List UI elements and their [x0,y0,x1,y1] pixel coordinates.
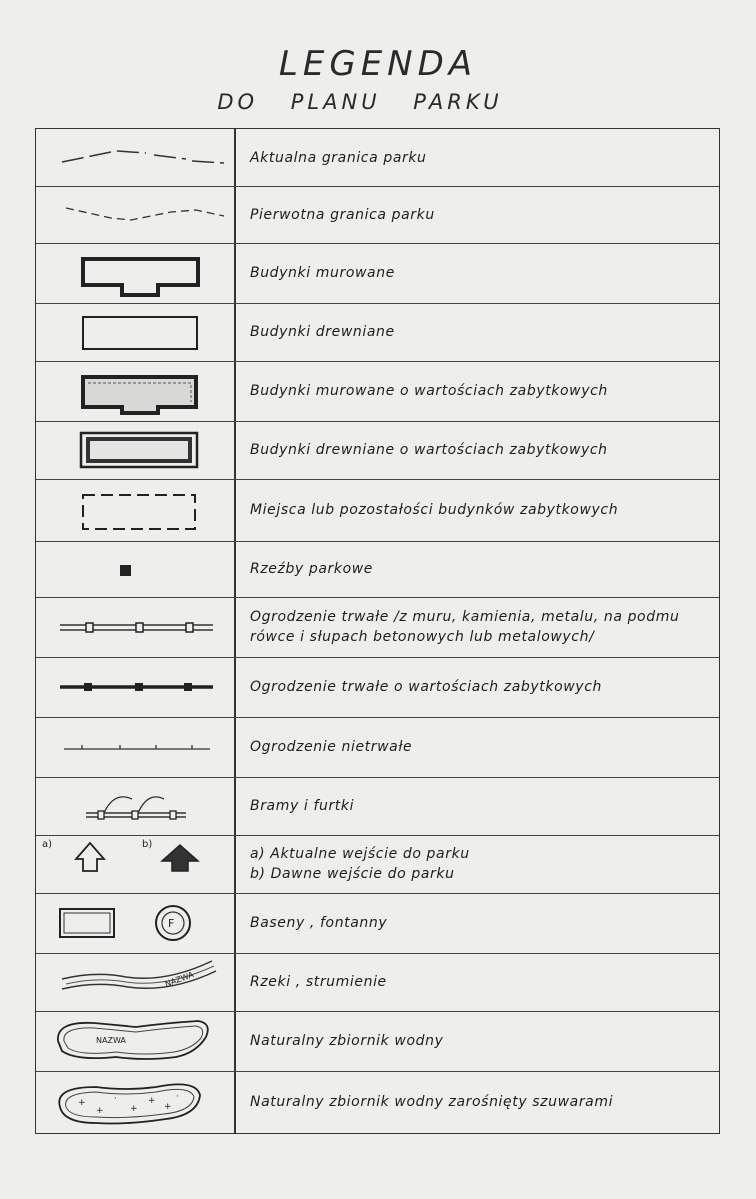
dashed-short-line-icon [36,186,234,243]
svg-text:+: + [164,1102,172,1112]
svg-text:+: + [130,1104,138,1114]
historic-wooden-building-icon [36,421,234,479]
legend-row [36,1071,719,1133]
svg-text:+: + [148,1096,156,1106]
legend-label: Rzeki , strumienie [250,974,387,990]
legend-row [36,953,719,1012]
historic-brick-building-icon [36,361,234,421]
fence-temporary-icon [36,717,234,777]
svg-text:+: + [96,1106,104,1116]
entrance-arrows-icon [36,835,234,893]
page-title: LEGENDA [278,44,478,84]
legend-label: Aktualna granica parku [250,149,427,166]
svg-text:+: + [78,1098,86,1108]
natural-pond-icon [36,1011,234,1071]
mark-a: a) [42,839,53,850]
legend-row [36,893,719,954]
fountain-mark: F [168,917,175,930]
overgrown-pond-icon [36,1071,234,1133]
legend-label: Budynki drewniane [250,324,395,340]
sculpture-icon [36,541,234,597]
legend-label: Budynki murowane o wartościach zabytkowych [250,383,608,399]
legend-label: Budynki murowane [250,265,395,281]
legend-row [36,303,719,362]
legend-label: Rzeźby parkowe [250,561,374,577]
legend-row [36,717,719,778]
legend-table [35,128,720,1134]
wooden-building-icon [36,303,234,361]
legend-label: Pierwotna granica parku [250,206,435,223]
legend-label: Miejsca lub pozostałości budynków zabytkowych [250,502,619,518]
legend-row [36,777,719,836]
gate-icon [36,777,234,835]
legend-row [36,129,719,187]
legend-row [36,657,719,718]
legend-row [36,479,719,542]
legend-row [36,421,719,480]
legend-row [36,541,719,598]
legend-label: Baseny , fontanny [250,915,388,931]
mark-b: b) [142,839,153,850]
fence-solid-posts-icon [36,657,234,717]
legend-label: Budynki drewniane o wartościach zabytkowych [250,442,608,458]
building-remains-icon [36,479,234,541]
legend-label: Ogrodzenie trwałe o wartościach zabytkowych [250,679,602,695]
pond-name-mark: NAZWA [96,1036,126,1045]
river-icon [36,953,234,1011]
legend-row [36,1011,719,1072]
legend-row [36,361,719,422]
legend-label: Ogrodzenie nietrwałe [250,739,413,755]
brick-building-icon [36,243,234,303]
legend-label: Naturalny zbiornik wodny [250,1033,444,1049]
legend-label: Naturalny zbiornik wodny zarośnięty szuwarami [250,1094,614,1110]
svg-text:·: · [176,1092,179,1102]
legend-label: a) Aktualne wejście do parku b) Dawne wejście do parku [250,846,470,882]
legend-row [36,597,719,658]
legend-row [36,835,719,894]
legend-label: Ogrodzenie trwałe /z muru, kamienia, metalu, na podmu rówce i słupach betonowych lub metalowych/ [250,609,680,645]
pool-fountain-icon [36,893,234,953]
river-name-mark: NAZWA [163,970,195,989]
svg-text:·: · [114,1094,117,1104]
fence-open-posts-icon [36,597,234,657]
legend-row [36,243,719,304]
legend-row [36,186,719,244]
page-subtitle: DO PLANU PARKU [217,90,503,114]
dashed-long-line-icon [36,129,234,186]
legend-label: Bramy i furtki [250,798,355,814]
